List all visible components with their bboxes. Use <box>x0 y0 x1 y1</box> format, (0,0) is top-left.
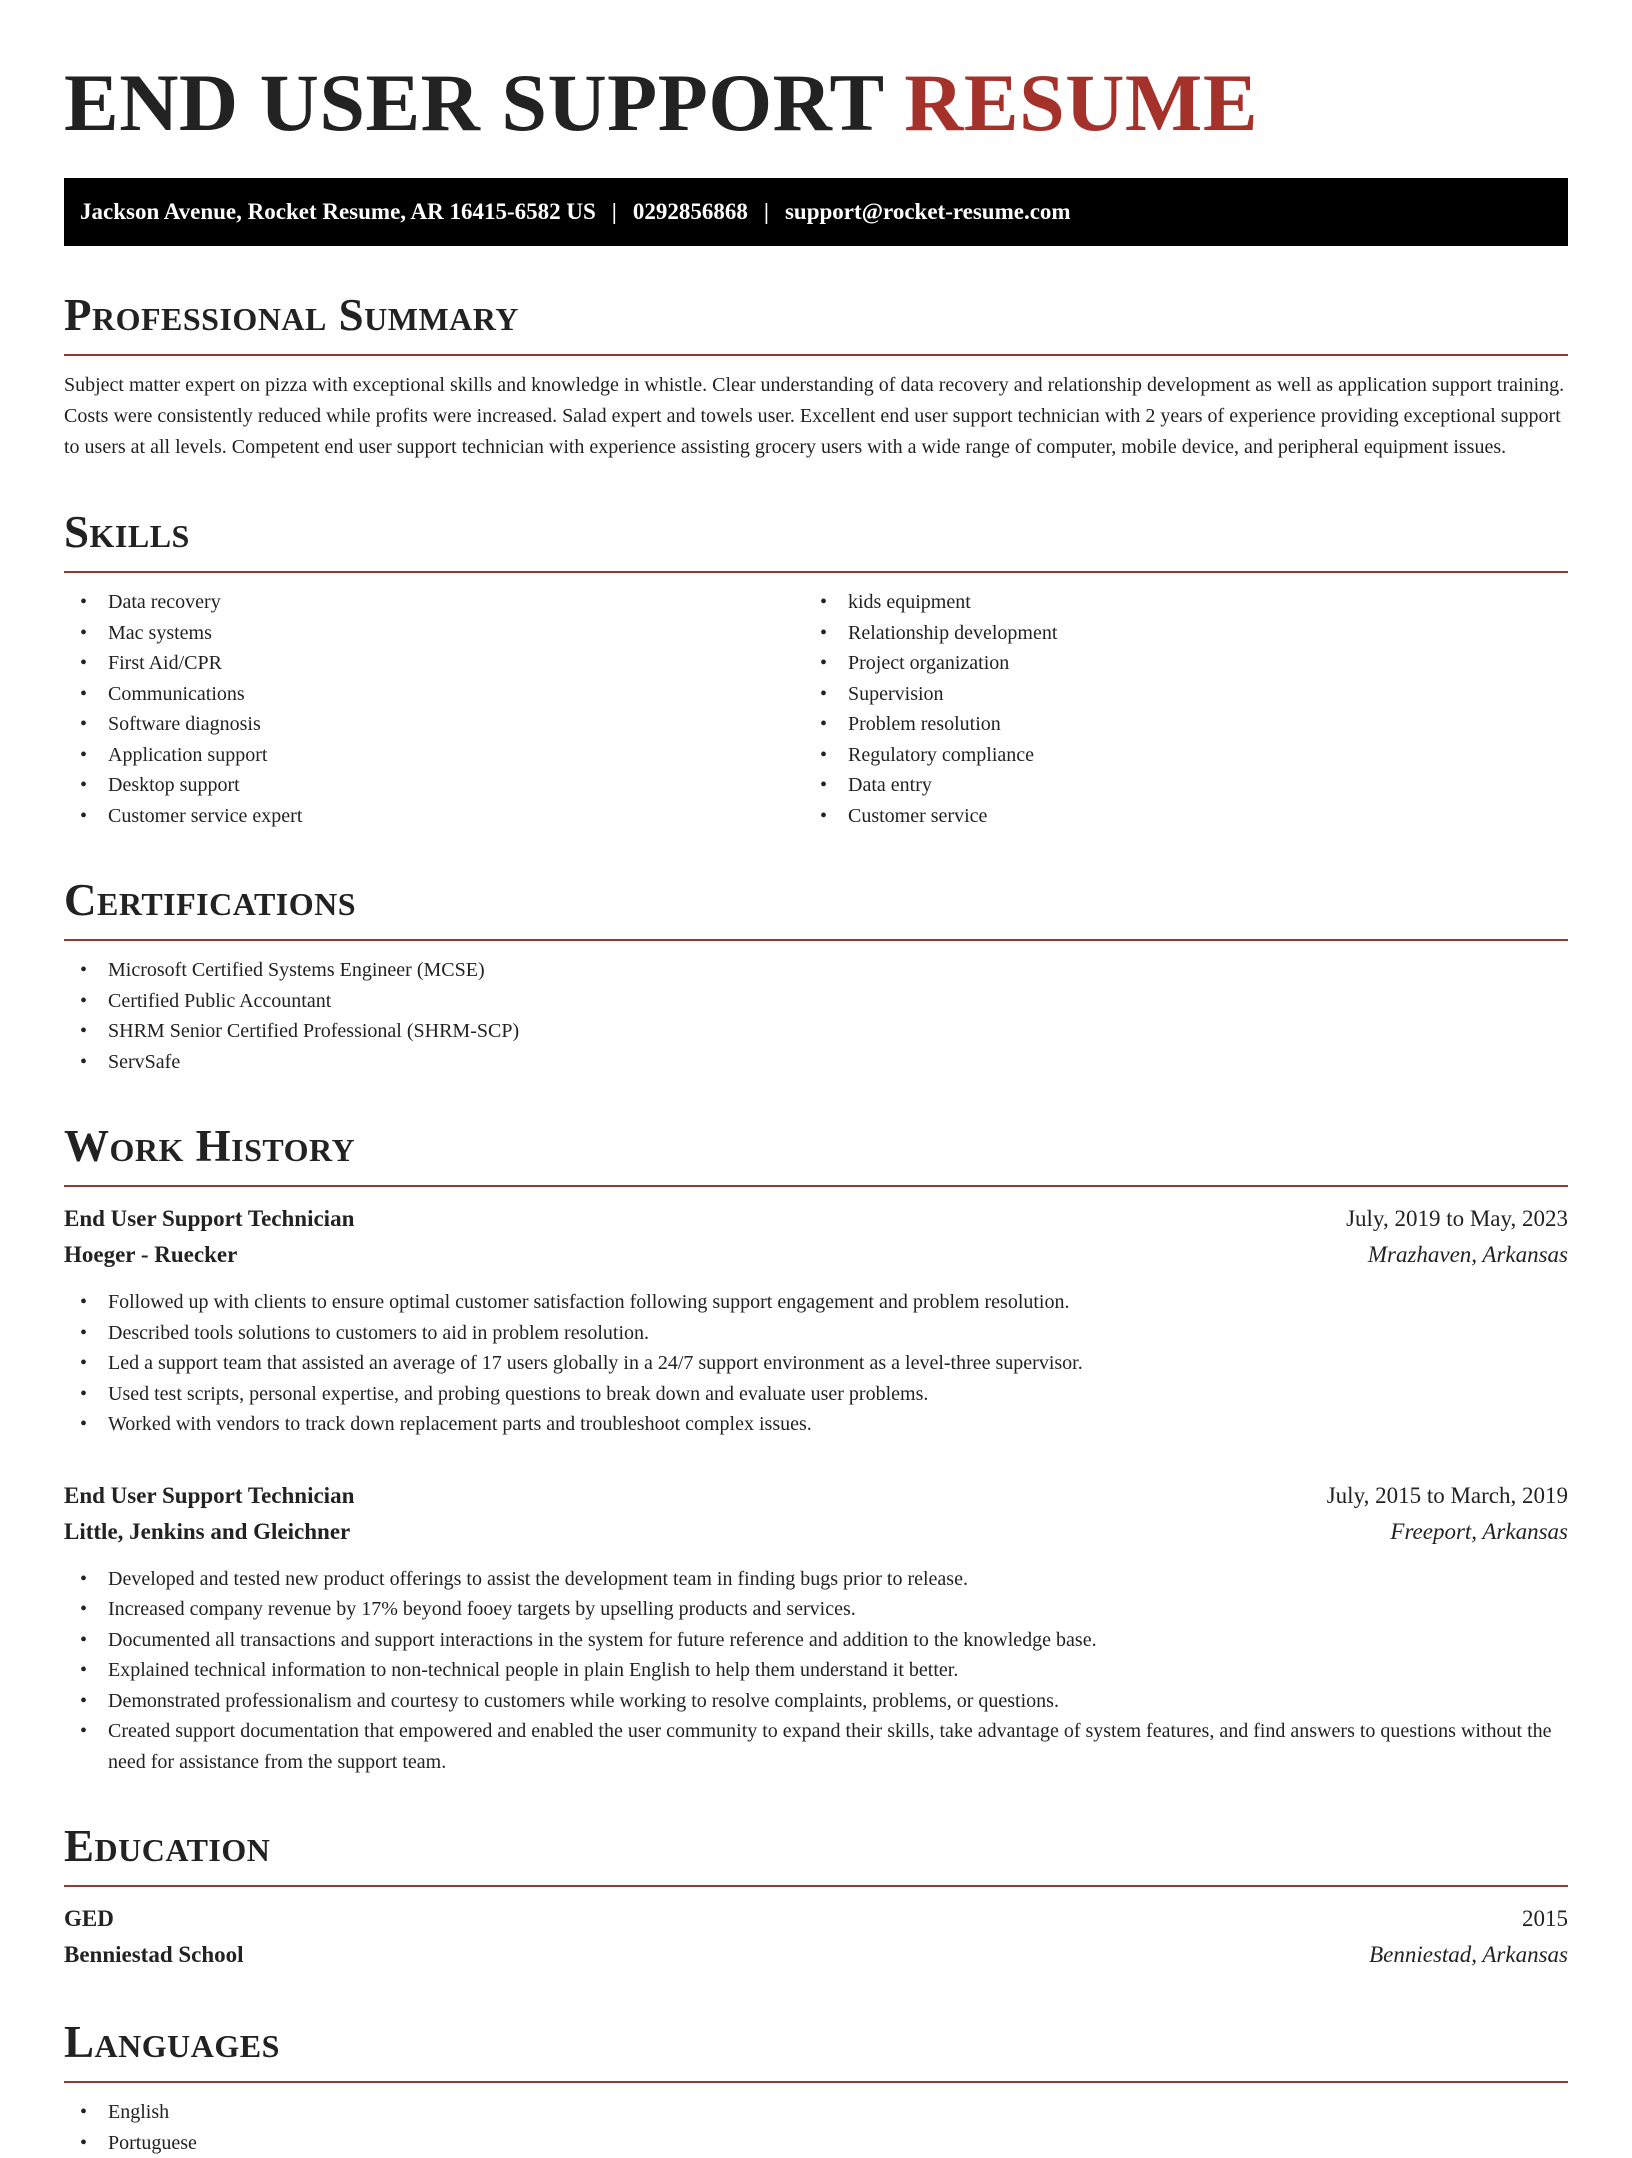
contact-separator: | <box>612 199 617 225</box>
job-bullet: • Documented all transactions and support interactions in the system for future reference and addition to the knowledge base. <box>64 1625 1568 1656</box>
section-title-work-history: Work History <box>64 1121 1568 1171</box>
job-company: Hoeger - Ruecker <box>64 1237 237 1273</box>
skills-column-left <box>64 573 804 831</box>
skills-section <box>64 507 1568 831</box>
job-bullet: • Worked with vendors to track down replacement parts and troubleshoot complex issues. <box>64 1409 1568 1440</box>
section-title-summary: Professional Summary <box>64 290 1568 340</box>
job-entry <box>64 1478 1568 1778</box>
education-header-row <box>64 1901 1568 1937</box>
certification-item: • Microsoft Certified Systems Engineer (MCSE) <box>64 955 1568 986</box>
contact-separator: | <box>764 199 769 225</box>
education-school-row <box>64 1937 1568 1973</box>
job-bullet: • Created support documentation that empowered and enabled the user community to expand their skills, take advantage of system features, and find answers to questions without the need for assistance from the support team. <box>64 1716 1568 1777</box>
skill-item: • Customer service <box>804 801 1544 832</box>
job-bullet: • Demonstrated professionalism and courtesy to customers while working to resolve complaints, problems, or questions. <box>64 1686 1568 1717</box>
language-item: • Portuguese <box>64 2128 1568 2158</box>
resume-title <box>64 56 1568 150</box>
section-divider <box>64 354 1568 356</box>
contact-bar <box>64 178 1568 246</box>
section-divider <box>64 1885 1568 1887</box>
contact-phone: 0292856868 <box>633 199 748 225</box>
certification-item: • Certified Public Accountant <box>64 986 1568 1017</box>
job-bullet: • Developed and tested new product offerings to assist the development team in finding bugs prior to release. <box>64 1564 1568 1595</box>
job-bullets <box>64 1287 1568 1440</box>
skill-item: • Customer service expert <box>64 801 804 832</box>
skill-item: • Communications <box>64 679 804 710</box>
skill-item: • Regulatory compliance <box>804 740 1544 771</box>
title-part-1: END USER SUPPORT <box>64 57 883 148</box>
education-degree: GED <box>64 1901 114 1937</box>
section-divider <box>64 939 1568 941</box>
job-company-row <box>64 1237 1568 1273</box>
skill-item: • Desktop support <box>64 770 804 801</box>
languages-list <box>64 2097 1568 2158</box>
skills-list-right <box>804 587 1544 831</box>
section-title-languages: Languages <box>64 2017 1568 2067</box>
education-section <box>64 1821 1568 1973</box>
job-dates: July, 2019 to May, 2023 <box>1346 1201 1568 1237</box>
job-title: End User Support Technician <box>64 1478 354 1514</box>
title-part-2: RESUME <box>904 57 1258 148</box>
skills-columns <box>64 573 1568 831</box>
skill-item: • Mac systems <box>64 618 804 649</box>
skill-item: • Problem resolution <box>804 709 1544 740</box>
skills-list-left <box>64 587 804 831</box>
section-divider <box>64 1185 1568 1187</box>
skills-column-right <box>804 573 1544 831</box>
job-header-row <box>64 1478 1568 1514</box>
certification-item: • SHRM Senior Certified Professional (SHRM-SCP) <box>64 1016 1568 1047</box>
work-history-section <box>64 1121 1568 1777</box>
skill-item: • Software diagnosis <box>64 709 804 740</box>
job-bullet: • Described tools solutions to customers to aid in problem resolution. <box>64 1318 1568 1349</box>
certifications-list <box>64 955 1568 1077</box>
job-company-row <box>64 1514 1568 1550</box>
job-company: Little, Jenkins and Gleichner <box>64 1514 350 1550</box>
job-title: End User Support Technician <box>64 1201 354 1237</box>
section-title-education: Education <box>64 1821 1568 1871</box>
contact-email: support@rocket-resume.com <box>785 199 1071 225</box>
education-year: 2015 <box>1522 1901 1568 1937</box>
job-bullet: • Followed up with clients to ensure optimal customer satisfaction following support engagement and problem resolution. <box>64 1287 1568 1318</box>
section-divider <box>64 2081 1568 2083</box>
contact-address: Jackson Avenue, Rocket Resume, AR 16415-6582 US <box>80 199 596 225</box>
skill-item: • kids equipment <box>804 587 1544 618</box>
job-location: Mrazhaven, Arkansas <box>1368 1237 1568 1273</box>
education-location: Benniestad, Arkansas <box>1369 1937 1568 1973</box>
certifications-section <box>64 875 1568 1077</box>
certification-item: • ServSafe <box>64 1047 1568 1078</box>
skill-item: • Project organization <box>804 648 1544 679</box>
job-dates: July, 2015 to March, 2019 <box>1327 1478 1568 1514</box>
language-item: • English <box>64 2097 1568 2128</box>
languages-section <box>64 2017 1568 2158</box>
job-header-row <box>64 1201 1568 1237</box>
job-bullet: • Led a support team that assisted an average of 17 users globally in a 24/7 support environment as a level-three supervisor. <box>64 1348 1568 1379</box>
skill-item: • Application support <box>64 740 804 771</box>
education-entry <box>64 1901 1568 1973</box>
skill-item: • Relationship development <box>804 618 1544 649</box>
education-school: Benniestad School <box>64 1937 244 1973</box>
job-bullet: • Increased company revenue by 17% beyond fooey targets by upselling products and services. <box>64 1594 1568 1625</box>
section-title-certifications: Certifications <box>64 875 1568 925</box>
summary-text: Subject matter expert on pizza with exceptional skills and knowledge in whistle. Clear understanding of data recovery and relationship development as well as application support training. Costs were consistently reduced while profits were increased. Salad expert and towels user. Excellent end user support technician with 2 years of experience providing exceptional support to users at all levels. Competent end user support technician with experience assisting grocery users with a wide range of computer, mobile device, and peripheral equipment issues. <box>64 370 1568 463</box>
job-entry <box>64 1201 1568 1440</box>
job-bullets <box>64 1564 1568 1778</box>
job-bullet: • Used test scripts, personal expertise, and probing questions to break down and evaluate user problems. <box>64 1379 1568 1410</box>
skill-item: • First Aid/CPR <box>64 648 804 679</box>
skill-item: • Data recovery <box>64 587 804 618</box>
resume-page <box>64 0 1568 2158</box>
job-bullet: • Explained technical information to non-technical people in plain English to help them understand it better. <box>64 1655 1568 1686</box>
skill-item: • Data entry <box>804 770 1544 801</box>
skill-item: • Supervision <box>804 679 1544 710</box>
job-location: Freeport, Arkansas <box>1390 1514 1568 1550</box>
summary-section <box>64 290 1568 463</box>
section-title-skills: Skills <box>64 507 1568 557</box>
